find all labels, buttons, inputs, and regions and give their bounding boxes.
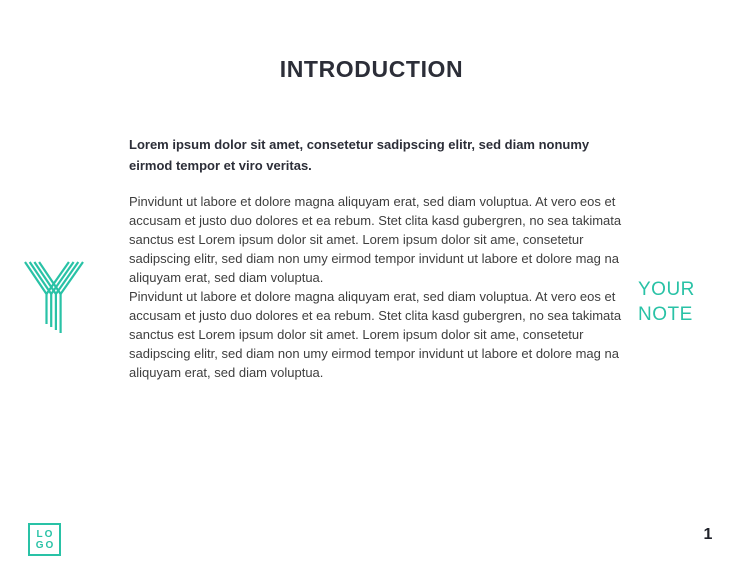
side-note-line-2: NOTE <box>638 304 693 325</box>
side-note-line-1: YOUR <box>638 279 695 300</box>
page-number: 1 <box>703 526 713 543</box>
logo-badge-line-2: GO <box>35 539 56 551</box>
lead-paragraph: Lorem ipsum dolor sit amet, consetetur sadipscing elitr, sed diam nonumy eirmod tempor et viro veritas. <box>129 137 590 173</box>
logo-badge-line-1: LO <box>36 528 55 540</box>
body-paragraph: Pinvidunt ut labore et dolore magna aliquyam erat, sed diam voluptua. At vero eos et accusam et justo duo dolores et ea rebum. Stet clita kasd gubergren, no sea takimata sanctus est Lorem ipsum dolor sit amet. Lorem ipsum dolor sit ame, consetetur sadipscing elitr, sed diam non umy eirmod tempor invidunt ut labore et dolore mag na aliquyam erat, sed diam voluptua. <box>129 289 622 380</box>
page-title: INTRODUCTION <box>279 56 464 82</box>
body-paragraph: Pinvidunt ut labore et dolore magna aliquyam erat, sed diam voluptua. At vero eos et accusam et justo duo dolores et ea rebum. Stet clita kasd gubergren, no sea takimata sanctus est Lorem ipsum dolor sit amet. Lorem ipsum dolor sit ame, consetetur sadipscing elitr, sed diam non umy eirmod tempor invidunt ut labore et dolore mag na aliquyam erat, sed diam voluptua. <box>129 194 622 285</box>
body-text-block <box>129 192 629 382</box>
intro-section <box>129 134 629 382</box>
striped-letter-y-icon <box>23 261 85 335</box>
side-note <box>638 277 695 327</box>
logo-badge <box>28 523 61 556</box>
